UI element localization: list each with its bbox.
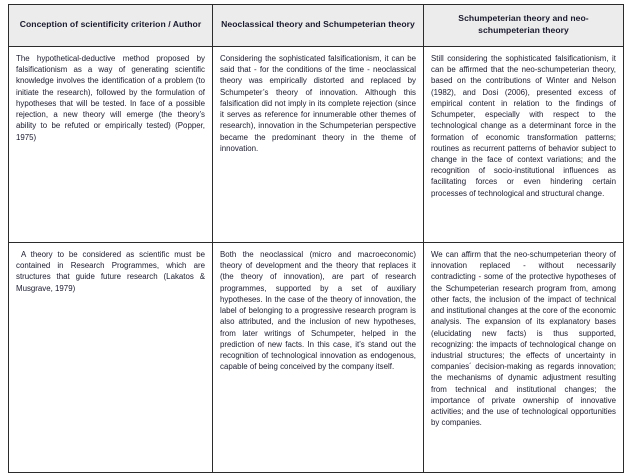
cell-neoclassical-lakatos [213, 243, 424, 473]
table-row [9, 243, 624, 473]
cell-criterion-popper [9, 47, 213, 243]
cell-neoclassical-popper [213, 47, 424, 243]
column-header-criterion: Conception of scientificity criterion / Author [9, 5, 213, 47]
cell-text: A theory to be considered as scientific must be contained in Research Programmes, which are structures that guide future research (Lakatos & Musgrave, 1979) [16, 250, 208, 293]
column-header-neoclassical: Neoclassical theory and Schumpeterian theory [213, 5, 424, 47]
comparison-table-container [8, 4, 623, 473]
comparison-table [8, 4, 624, 473]
cell-text: The hypothetical-deductive method proposed by falsificationism as a way of generating scientific knowledge involves the identification of a problem (to initiate the research), followed by the formulation of hypotheses that will be tested. In face of a possible rejection, a new theory will emerge (the theory’s ability to be refuted or empirically tested) (Popper, 1975) [16, 54, 208, 142]
cell-text: Considering the sophisticated falsificationism, it can be said that - for the conditions of the time - neoclassical theory was empirically distorted and replaced by Schumpeter’s theory of innovation. Although this falsification did not imply in its complete rejection (since it serves as reference for innumerable other themes of research), innovation in the Schumpeterian perspective became the predominant theory in the theme of innovation. [220, 54, 419, 153]
table-row [9, 47, 624, 243]
column-header-schumpeterian: Schumpeterian theory and neo-schumpeterian theory [424, 5, 624, 47]
table-header [9, 5, 624, 47]
cell-text: We can affirm that the neo-schumpeterian theory of innovation replaced - without necessarily contradicting - some of the protective hypotheses of the Schumpeterian research program from, among other facts, the inclusion of the impact of technical and institutional changes at the core of the economic analysis. The expansion of its explanatory bases (elucidating new facts) is thus supported, recognizing: the impacts of technological change on industrial structures; the effects of uncertainty in companies´ decision-making as regards innovation; the mechanisms of dynamic adjustment resulting from technical and institutional changes; the importance of private ownership of innovative activities; and the use of technological opportunities by companies. [431, 250, 619, 428]
cell-text: Still considering the sophisticated falsificationism, it can be affirmed that the neo-schumpeterian theory, based on the contributions of Winter and Nelson (1982), and Dosi (2006), presented excess of empirical content in relation to the findings of Schumpeter, especially with respect to the technological change as a determinant force in the formation of economic transformation patterns; routines as recurrent patterns of behavior subject to change in the face of context variations; and the recognition of socio-institutional influences as facilitating forces or even hindering certain processes of technological and structural change. [431, 54, 619, 198]
table-header-row [9, 5, 624, 47]
cell-schumpeterian-lakatos [424, 243, 624, 473]
cell-criterion-lakatos [9, 243, 213, 473]
cell-text: Both the neoclassical (micro and macroeconomic) theory of development and the theory that replaces it (the theory of innovation), are part of research programmes, supported by a set of auxiliary hypotheses. In the case of the theory of innovation, the label of belonging to a progressive research program is also attributed, and the inclusion of new hypotheses, from later writings of Schumpeter, helped in the prediction of new facts. In this case, it’s stand out the recognition of technological innovation as endogenous, capable of being conceived by the company itself. [220, 250, 419, 372]
table-body [9, 47, 624, 473]
cell-schumpeterian-popper [424, 47, 624, 243]
